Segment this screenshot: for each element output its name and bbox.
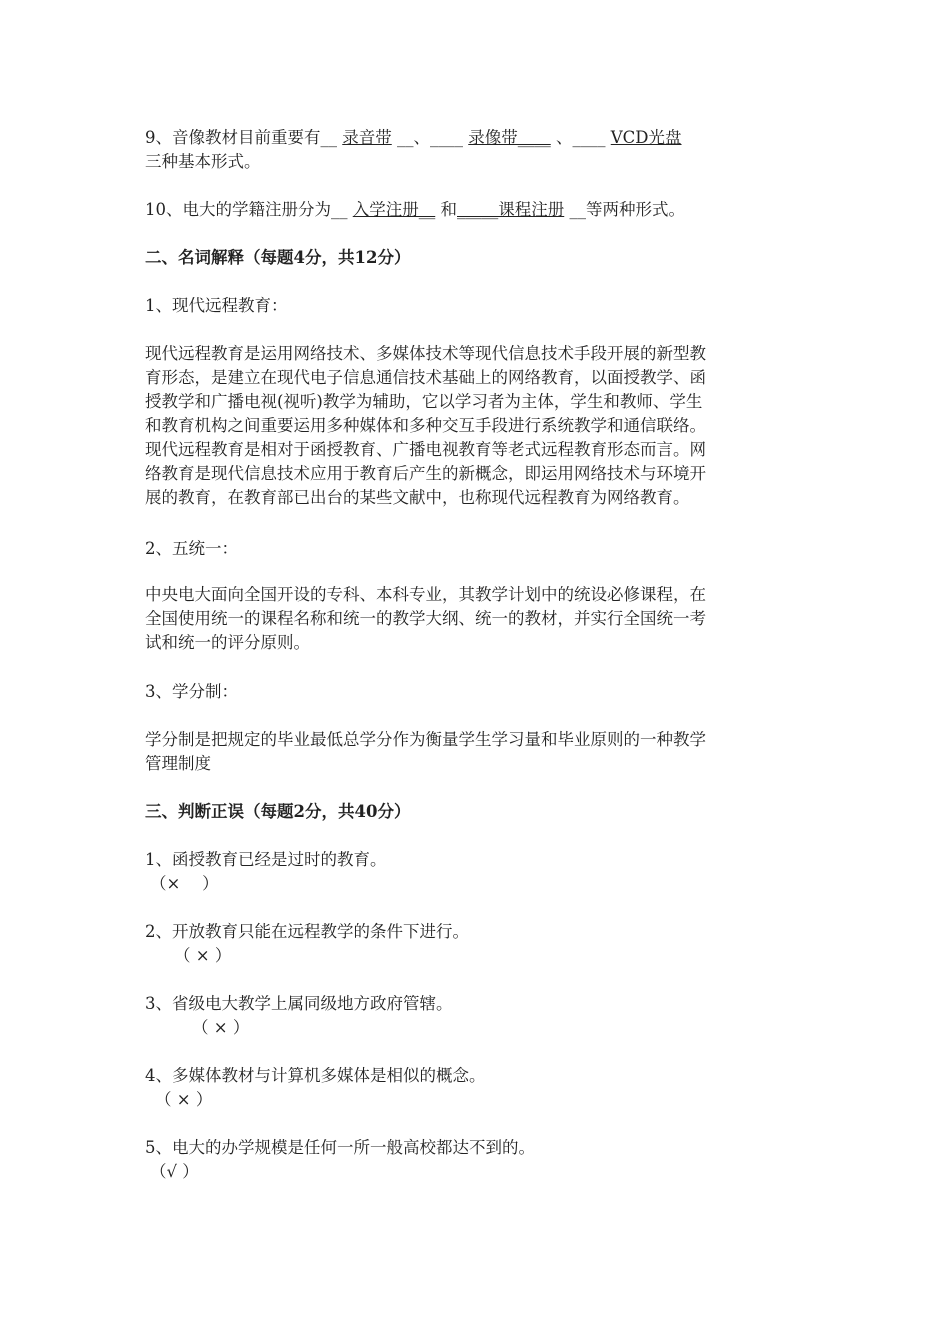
q10-suffix: __等两种形式。: [564, 200, 685, 219]
term-1-line: 和教育机构之间重要运用多种媒体和多种交互手段进行系统教学和通信联络。: [145, 416, 706, 435]
q10-answer-1: 入学注册__: [352, 200, 436, 219]
q9-gap1: __: [320, 128, 343, 147]
q9-answer-3: VCD光盘: [610, 128, 682, 147]
tf-question-2: 2、开放教育只能在远程教学的条件下进行。: [145, 922, 469, 941]
tf-question-5: 5、电大的办学规模是任何一所一般高校都达不到的。: [145, 1138, 535, 1157]
q10-mid: 和: [435, 200, 457, 219]
q10-prefix: 10、电大的学籍注册分为: [145, 200, 331, 219]
tf-answer-4: （ × ）: [155, 1090, 213, 1109]
term-2-definition: [145, 583, 805, 655]
term-2-line: 全国使用统一的课程名称和统一的教学大纲、统一的教材，并实行全国统一考: [145, 609, 706, 628]
term-2-line: 试和统一的评分原则。: [145, 633, 310, 652]
fill-blank-q9: [145, 126, 805, 174]
term-1-line: 现代远程教育是运用网络技术、多媒体技术等现代信息技术手段开展的新型教: [145, 344, 706, 363]
section3-heading: 三、判断正误（每题2分，共40分）: [145, 802, 411, 821]
term-2-title: 2、五统一：: [145, 539, 238, 558]
term-3-line: 学分制是把规定的毕业最低总学分作为衡量学生学习量和毕业原则的一种教学: [145, 730, 706, 749]
term-1-line: 授教学和广播电视(视听)教学为辅助，它以学习者为主体，学生和教师、学生: [145, 392, 703, 411]
q9-gap2: __、____: [391, 128, 469, 147]
term-3-definition: [145, 728, 805, 776]
term-3-line: 管理制度: [145, 754, 211, 773]
term-1-title: 1、现代远程教育：: [145, 296, 288, 315]
tf-answer-1: （× ）: [150, 874, 219, 893]
tf-answer-2: （ × ）: [174, 946, 232, 965]
term-1-definition: [145, 342, 805, 510]
q9-answer-1: 录音带: [342, 128, 392, 147]
q9-line1: [145, 126, 805, 150]
term-1-line: 现代远程教育是相对于函授教育、广播电视教育等老式远程教育形态而言。网: [145, 440, 706, 459]
tf-answer-5: （√ ）: [150, 1162, 199, 1181]
term-2-line: 中央电大面向全国开设的专科、本科专业，其教学计划中的统设必修课程，在: [145, 585, 706, 604]
q9-prefix: 9、音像教材目前重要有: [145, 128, 321, 147]
term-1-line: 展的教育，在教育部已出台的某些文献中，也称现代远程教育为网络教育。: [145, 488, 690, 507]
tf-question-1: 1、函授教育已经是过时的教育。: [145, 850, 387, 869]
tf-question-4: 4、多媒体教材与计算机多媒体是相似的概念。: [145, 1066, 486, 1085]
q9-suffix: 三种基本形式。: [145, 152, 261, 171]
tf-question-3: 3、省级电大教学上属同级地方政府管辖。: [145, 994, 453, 1013]
term-3-title: 3、学分制：: [145, 682, 238, 701]
q9-answer-2: 录像带____: [468, 128, 551, 147]
q10-gap1: __: [331, 200, 353, 219]
term-1-line: 育形态，是建立在现代电子信息通信技术基础上的网络教育，以面授教学、函: [145, 368, 706, 387]
q9-gap3: 、____: [550, 128, 611, 147]
q10-answer-2: _____课程注册: [457, 200, 565, 219]
tf-answer-3: （ × ）: [192, 1018, 250, 1037]
section2-heading: 二、名词解释（每题4分，共12分）: [145, 248, 411, 267]
term-1-line: 络教育是现代信息技术应用于教育后产生的新概念，即运用网络技术与环境开: [145, 464, 706, 483]
fill-blank-q10: [145, 198, 805, 222]
